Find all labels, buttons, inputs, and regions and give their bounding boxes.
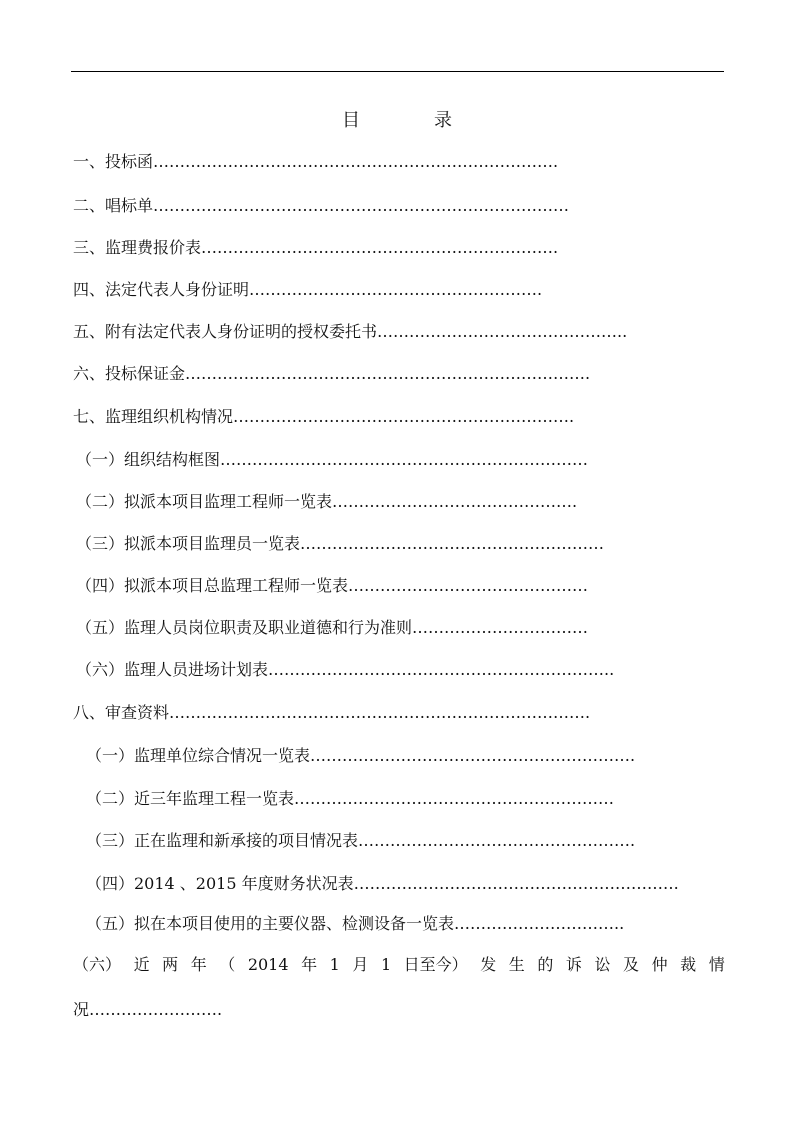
toc-entry-leader: ……………………………………… <box>348 576 589 595</box>
toc-entry-leader: ……………………………………………………. <box>353 874 679 893</box>
toc-entry-last-token: 的 <box>537 955 554 974</box>
toc-entry-label: 三、监理费报价表 <box>73 238 202 257</box>
toc-entry-leader: ………………………….. <box>454 914 625 933</box>
toc-entry-last-token: 情 <box>708 955 725 974</box>
toc-entry-label: 二、唱标单 <box>73 196 154 215</box>
toc-entry-label: （六）监理人员进场计划表 <box>76 660 269 679</box>
toc-entry-last <box>73 955 725 975</box>
toc-entry-leader: ……………………………………………………. <box>310 746 636 765</box>
toc-entry[interactable] <box>76 576 588 596</box>
toc-entry[interactable] <box>86 789 614 809</box>
toc-entry-label: （三）正在监理和新承接的项目情况表 <box>86 831 359 850</box>
toc-entry-leader: ……………………………………….. <box>377 322 628 341</box>
toc-entry-label: 六、投标保证金 <box>73 364 186 383</box>
toc-entry-leader: ………………………………………. <box>332 492 578 511</box>
toc-entry-label: 八、审查资料 <box>73 703 170 722</box>
toc-entry-last-token: 年 <box>301 955 318 974</box>
toc-entry[interactable] <box>86 874 679 894</box>
toc-entry-last-token: （ <box>219 955 236 974</box>
toc-entry-label: （五）监理人员岗位职责及职业道德和行为准则 <box>76 618 413 637</box>
toc-entry-label: 七、监理组织机构情况 <box>73 407 234 426</box>
toc-entry-last-token: 2014 <box>247 955 289 974</box>
toc-entry-leader: ………………………………………………. <box>249 280 543 299</box>
toc-entry-last-line2 <box>73 1000 222 1020</box>
toc-entry-last-token: 仲 <box>651 955 668 974</box>
toc-entry-label: （一）监理单位综合情况一览表 <box>86 746 311 765</box>
toc-entry-label: 五、附有法定代表人身份证明的授权委托书 <box>73 322 378 341</box>
toc-entry-label: （四）2014 、2015 年度财务状况表 <box>86 874 354 893</box>
toc-entry-leader: ……………………………………………………….. <box>268 660 615 679</box>
toc-entry-label: （二）拟派本项目监理工程师一览表 <box>76 492 333 511</box>
toc-entry[interactable] <box>76 534 604 554</box>
toc-entry[interactable] <box>73 322 627 342</box>
toc-entry-leader: ……………………………………………………………………. <box>169 703 591 722</box>
toc-entry-leader: …………………………………………………………. <box>201 238 559 257</box>
toc-entry-leader: …………………………………………………………… <box>220 450 589 469</box>
toc-title-char-2: 录 <box>434 110 452 131</box>
toc-entry-last-token: 发 <box>480 955 497 974</box>
toc-entry-last-token: 讼 <box>594 955 611 974</box>
toc-entry-leader: …………………………… <box>412 618 589 637</box>
toc-entry[interactable] <box>73 364 590 384</box>
toc-entry-leader: ……………………………………………. <box>358 831 636 850</box>
toc-entry[interactable] <box>73 238 558 258</box>
toc-entry[interactable] <box>76 492 577 512</box>
toc-entry[interactable] <box>76 618 588 638</box>
toc-entry-leader: …………………………………………………………………. <box>185 364 591 383</box>
toc-entry-label: （一）组织结构框图 <box>76 450 221 469</box>
toc-entry-label: （五）拟在本项目使用的主要仪器、检测设备一览表 <box>86 914 455 933</box>
toc-entry-leader: …………………………………………………………………. <box>153 152 559 171</box>
toc-title-char-1: 目 <box>342 110 360 131</box>
header-rule <box>71 71 724 72</box>
toc-entry[interactable] <box>86 914 624 934</box>
toc-entry-last-token: 及 <box>623 955 640 974</box>
toc-entry-last-token: 裁 <box>680 955 697 974</box>
toc-entry-leader: …………………………………………………… <box>294 789 615 808</box>
toc-entry[interactable] <box>73 280 542 300</box>
toc-entry-last-line1 <box>73 955 725 975</box>
toc-entry-last-token: 月 <box>352 955 369 974</box>
toc-entry-leader: ………………………………………………………. <box>233 407 575 426</box>
toc-entry[interactable] <box>73 407 574 427</box>
toc-entry-last-token: 年 <box>190 955 207 974</box>
toc-entry-last-token: （六） <box>73 955 122 974</box>
toc-entry[interactable] <box>73 703 590 723</box>
toc-entry[interactable] <box>73 196 569 216</box>
toc-entry-label: （三）拟派本项目监理员一览表 <box>76 534 301 553</box>
toc-entry-label: 四、法定代表人身份证明 <box>73 280 250 299</box>
toc-entry-last-token: 日至今） <box>403 955 468 974</box>
toc-entry-leader: …………………………………………………………………… <box>153 196 570 215</box>
toc-entry-leader: ………………………………………………… <box>300 534 605 553</box>
toc-entry[interactable] <box>73 152 558 172</box>
toc-entry[interactable] <box>76 450 588 470</box>
toc-entry[interactable] <box>86 746 635 766</box>
toc-entry-last-token: 生 <box>508 955 525 974</box>
toc-entry-last-token: 两 <box>162 955 179 974</box>
toc-entry-last-token: 近 <box>133 955 150 974</box>
toc-entry-leader: ……………………. <box>89 1000 223 1019</box>
toc-entry-label: 况 <box>73 1000 90 1019</box>
toc-entry-last-token: 诉 <box>565 955 582 974</box>
toc-entry-label: （二）近三年监理工程一览表 <box>86 789 295 808</box>
toc-entry-label: 一、投标函 <box>73 152 154 171</box>
toc-entry[interactable] <box>86 831 635 851</box>
toc-entry-label: （四）拟派本项目总监理工程师一览表 <box>76 576 349 595</box>
toc-entry-last-token: 1 <box>380 955 392 974</box>
toc-entry-last-token: 1 <box>329 955 340 974</box>
toc-entry[interactable] <box>76 660 614 680</box>
